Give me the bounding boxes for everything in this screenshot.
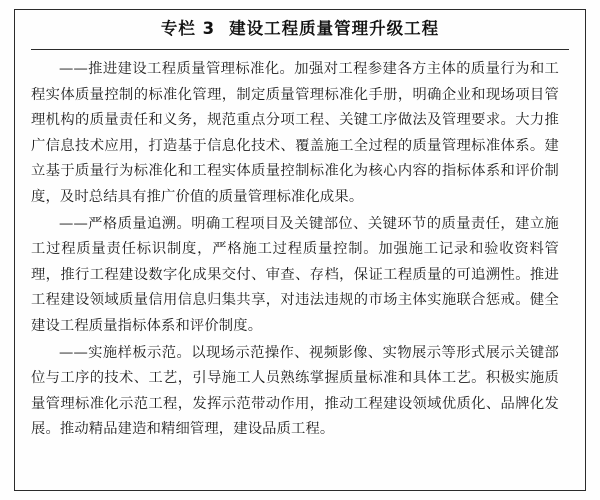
- body-text: [31, 57, 559, 444]
- title-block: [31, 15, 569, 51]
- paragraph-1: ——推进建设工程质量管理标准化。加强对工程参建各方主体的质量行为和工程实体质量控制的标准化管理，制定质量管理标准化手册，明确企业和现场项目管理机构的质量责任和义务，规范重点分项工程、关键工序做法及管理要求。大力推广信息技术应用，打造基于信息化技术、覆盖施工全过程的质量管理标准体系。建立基于质量行为标准化和工程实体质量控制标准化为核心内容的指标体系和评价制度，及时总结具有推广价值的质量管理标准化成果。: [31, 61, 559, 205]
- page-title: [161, 15, 439, 43]
- paragraph-2: ——严格质量追溯。明确工程项目及关键部位、关键环节的质量责任，建立施工过程质量责任标识制度，严格施工过程质量控制。加强施工记录和验收资料管理，推行工程建设数字化成果交付、审查、存档，保证工程质量的可追溯性。推进工程建设领域质量信用信息归集共享，对违法违规的市场主体实施联合惩戒。健全建设工程质量指标体系和评价制度。: [31, 215, 559, 334]
- title-heading: 建设工程质量管理升级工程: [229, 19, 440, 38]
- title-divider: [31, 49, 569, 50]
- content-area: [21, 15, 579, 485]
- paragraph-3: ——实施样板示范。以现场示范操作、视频影像、实物展示等形式展示关键部位与工序的技术、工艺，引导施工人员熟练掌握质量标准和具体工艺。积极实施质量管理标准化示范工程，发挥示范带动作用，推动工程建设领域优质化、品牌化发展。推动精品建造和精细管理，建设品质工程。: [31, 344, 559, 438]
- title-column-label: 专栏 3: [160, 19, 216, 38]
